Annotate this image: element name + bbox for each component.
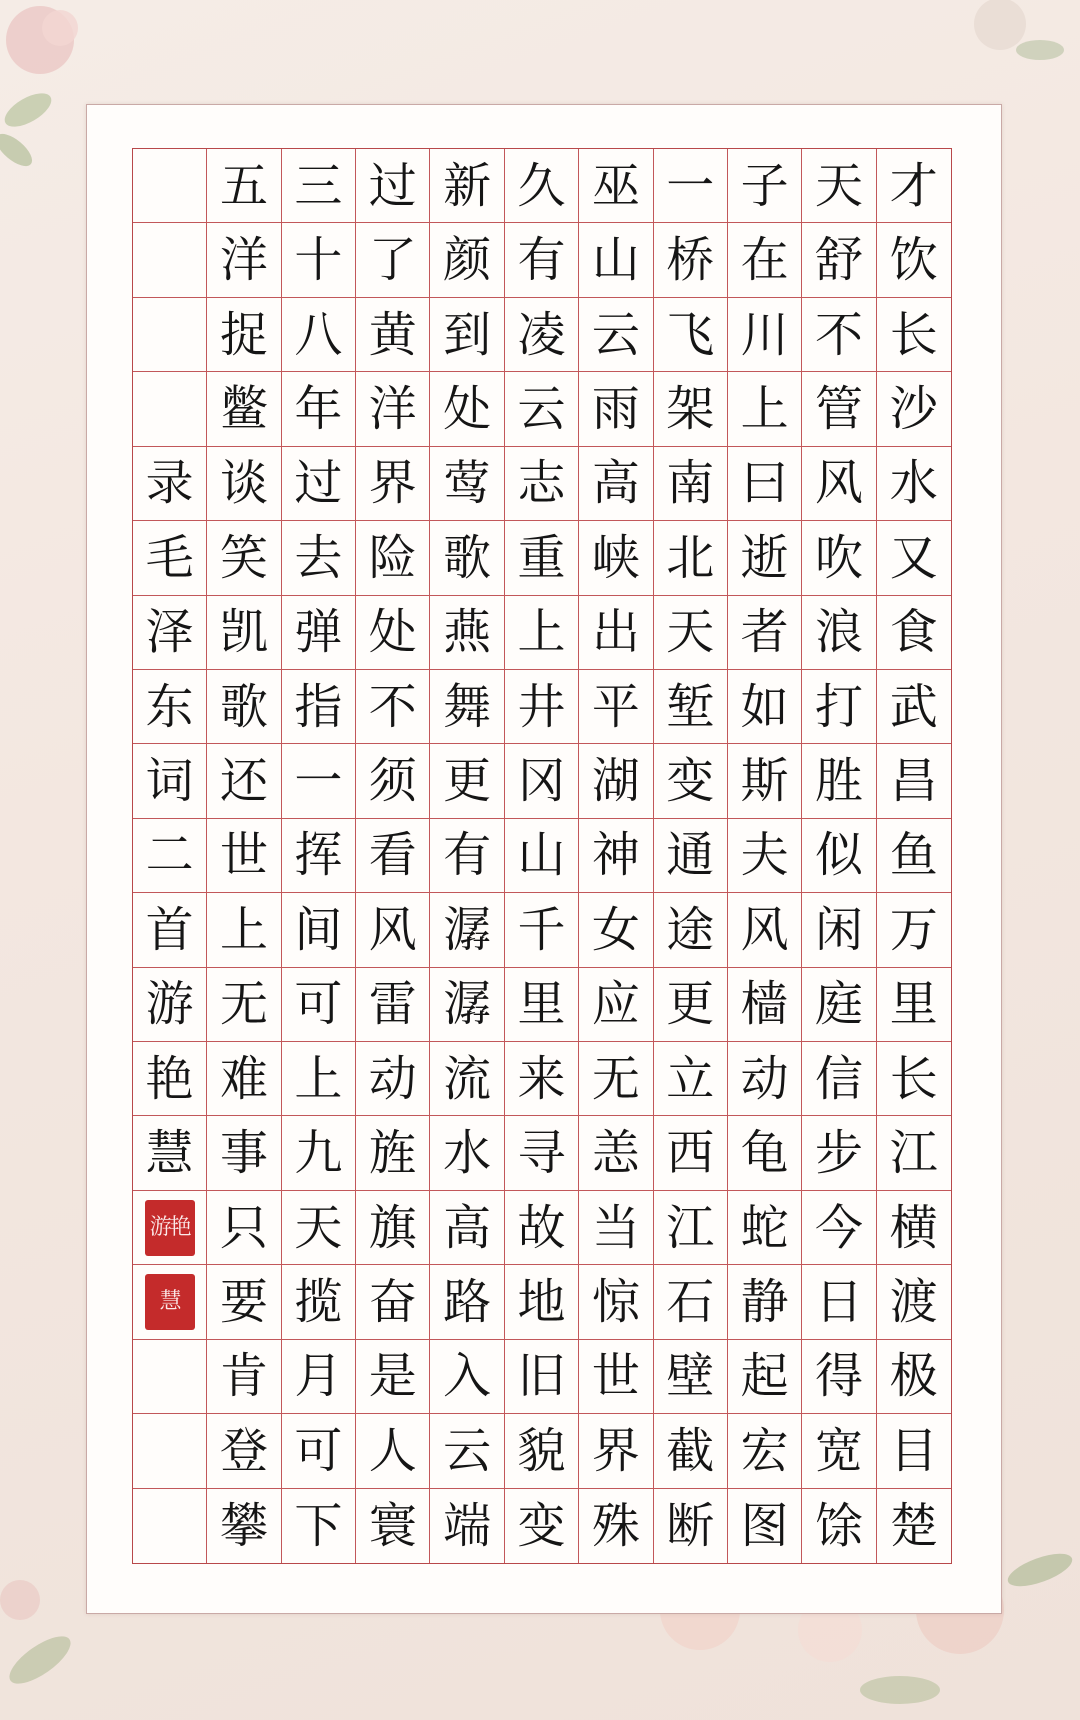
character-cell: 断 [654,1489,728,1563]
character-cell: 浪 [802,596,876,670]
character-cell: 歌 [430,521,504,595]
character-cell: 挥 [282,819,356,893]
character-cell: 上 [282,1042,356,1116]
character-cell: 渡 [877,1265,951,1339]
character-cell: 图 [728,1489,802,1563]
character-cell: 世 [579,1340,653,1414]
character-cell: 石 [654,1265,728,1339]
character-cell: 久 [505,149,579,223]
character-cell: 惊 [579,1265,653,1339]
character-cell: 界 [356,447,430,521]
character-cell: 通 [654,819,728,893]
character-cell: 五 [207,149,281,223]
empty-cell [133,1489,207,1563]
character-cell: 殊 [579,1489,653,1563]
character-cell: 者 [728,596,802,670]
character-cell: 东 [133,670,207,744]
character-cell: 西 [654,1116,728,1190]
character-cell: 神 [579,819,653,893]
character-cell: 一 [282,744,356,818]
empty-cell [133,149,207,223]
character-cell: 蛇 [728,1191,802,1265]
character-cell: 可 [282,968,356,1042]
character-cell: 目 [877,1414,951,1488]
character-cell: 子 [728,149,802,223]
character-cell: 千 [505,893,579,967]
character-cell: 变 [505,1489,579,1563]
character-cell: 云 [505,372,579,446]
character-cell: 寰 [356,1489,430,1563]
character-cell: 寻 [505,1116,579,1190]
character-cell: 艳 [133,1042,207,1116]
character-cell: 闲 [802,893,876,967]
character-cell: 在 [728,223,802,297]
character-cell: 燕 [430,596,504,670]
character-cell: 动 [728,1042,802,1116]
character-cell: 北 [654,521,728,595]
character-cell: 楚 [889,1497,938,1554]
character-cell: 游 [133,968,207,1042]
character-cell: 壁 [654,1340,728,1414]
character-cell: 新 [430,149,504,223]
character-cell: 山 [505,819,579,893]
character-cell: 处 [430,372,504,446]
character-cell: 馀 [802,1489,876,1563]
character-cell: 管 [802,372,876,446]
character-cell: 旌 [356,1116,430,1190]
character-cell: 曰 [728,447,802,521]
character-cell: 界 [579,1414,653,1488]
flower-decoration-top-right [940,0,1080,90]
character-cell: 又 [877,521,951,595]
character-cell: 天 [282,1191,356,1265]
character-cell: 斯 [728,744,802,818]
character-cell: 路 [430,1265,504,1339]
character-cell: 弹 [282,596,356,670]
character-cell: 静 [728,1265,802,1339]
character-cell: 端 [430,1489,504,1563]
character-cell: 一 [654,149,728,223]
character-cell: 重 [505,521,579,595]
character-cell: 鳖 [207,372,281,446]
character-cell: 潺 [430,893,504,967]
character-cell: 地 [505,1265,579,1339]
character-cell: 泽 [133,596,207,670]
character-cell: 世 [207,819,281,893]
character-cell: 风 [356,893,430,967]
character-cell: 毛 [133,521,207,595]
character-cell: 旧 [505,1340,579,1414]
character-cell: 不 [802,298,876,372]
character-cell: 今 [802,1191,876,1265]
character-cell: 天 [802,149,876,223]
character-cell: 事 [207,1116,281,1190]
character-cell: 肯 [207,1340,281,1414]
character-cell: 飞 [654,298,728,372]
character-cell: 立 [654,1042,728,1116]
character-cell: 不 [356,670,430,744]
character-cell: 更 [430,744,504,818]
character-cell: 巫 [579,149,653,223]
character-cell: 雨 [579,372,653,446]
character-cell: 洋 [356,372,430,446]
character-cell: 江 [877,1116,951,1190]
character-cell: 凯 [207,596,281,670]
character-cell: 起 [728,1340,802,1414]
character-cell: 当 [579,1191,653,1265]
character-cell: 冈 [505,744,579,818]
character-cell: 龟 [728,1116,802,1190]
character-cell: 旗 [356,1191,430,1265]
character-cell: 还 [207,744,281,818]
character-cell: 攀 [207,1489,281,1563]
character-cell: 舒 [802,223,876,297]
character-cell: 间 [282,893,356,967]
character-cell: 雷 [356,968,430,1042]
character-cell: 二 [133,819,207,893]
character-cell: 平 [579,670,653,744]
seal-impression: 慧 [145,1274,195,1330]
character-cell: 沙 [877,372,951,446]
character-cell: 处 [356,596,430,670]
empty-cell [133,298,207,372]
character-cell: 年 [282,372,356,446]
character-cell: 无 [207,968,281,1042]
character-cell: 洋 [207,223,281,297]
character-cell: 九 [282,1116,356,1190]
empty-cell [133,372,207,446]
character-cell: 女 [579,893,653,967]
character-cell: 宏 [728,1414,802,1488]
character-cell: 人 [356,1414,430,1488]
character-cell: 风 [802,447,876,521]
character-cell: 三 [282,149,356,223]
character-cell: 看 [356,819,430,893]
character-cell: 慧 [133,1116,207,1190]
character-cell: 宽 [802,1414,876,1488]
character-cell: 风 [728,893,802,967]
character-cell: 逝 [728,521,802,595]
character-cell: 里 [505,968,579,1042]
character-cell: 是 [356,1340,430,1414]
character-cell: 到 [430,298,504,372]
character-cell: 谈 [207,447,281,521]
character-cell: 武 [877,670,951,744]
character-cell: 貌 [505,1414,579,1488]
character-cell: 过 [282,447,356,521]
character-cell: 极 [877,1340,951,1414]
seal-stamp-1 [133,1191,207,1265]
empty-cell [133,223,207,297]
character-cell: 八 [282,298,356,372]
character-cell: 难 [207,1042,281,1116]
empty-cell [133,1414,207,1488]
character-cell: 万 [877,893,951,967]
seal-stamp-2 [133,1265,207,1339]
character-cell: 得 [802,1340,876,1414]
character-cell: 去 [282,521,356,595]
character-cell: 了 [356,223,430,297]
character-cell: 江 [654,1191,728,1265]
character-cell: 打 [802,670,876,744]
character-cell: 云 [579,298,653,372]
character-cell: 只 [207,1191,281,1265]
character-cell: 川 [728,298,802,372]
character-cell: 无 [579,1042,653,1116]
seal-impression: 游艳 [145,1200,195,1256]
character-cell: 流 [430,1042,504,1116]
character-cell: 堑 [654,670,728,744]
character-cell: 志 [505,447,579,521]
character-cell: 如 [728,670,802,744]
character-cell: 出 [579,596,653,670]
character-cell: 须 [356,744,430,818]
character-cell: 架 [654,372,728,446]
empty-cell [133,1340,207,1414]
character-cell: 指 [282,670,356,744]
character-cell: 上 [728,372,802,446]
character-cell: 更 [654,968,728,1042]
character-cell: 里 [877,968,951,1042]
character-cell: 凌 [505,298,579,372]
character-cell: 要 [207,1265,281,1339]
character-cell: 吹 [802,521,876,595]
character-cell: 天 [654,596,728,670]
character-cell: 歌 [207,670,281,744]
character-cell: 饮 [877,223,951,297]
character-cell: 步 [802,1116,876,1190]
character-cell: 奋 [356,1265,430,1339]
character-cell: 长 [877,298,951,372]
character-cell: 横 [877,1191,951,1265]
character-cell: 胜 [802,744,876,818]
character-cell: 夫 [728,819,802,893]
character-cell: 黄 [356,298,430,372]
character-cell: 截 [654,1414,728,1488]
character-cell: 樯 [728,968,802,1042]
character-cell: 录 [133,447,207,521]
character-cell: 笑 [207,521,281,595]
character-cell: 动 [356,1042,430,1116]
character-cell: 捉 [207,298,281,372]
character-cell: 登 [207,1414,281,1488]
character-cell: 来 [505,1042,579,1116]
character-cell: 应 [579,968,653,1042]
character-cell: 食 [877,596,951,670]
character-cell: 水 [430,1116,504,1190]
character-cell: 有 [505,223,579,297]
character-cell: 词 [133,744,207,818]
character-cell: 变 [654,744,728,818]
character-cell: 揽 [282,1265,356,1339]
character-cell: 莺 [430,447,504,521]
character-cell: 庭 [802,968,876,1042]
character-cell: 恙 [579,1116,653,1190]
character-cell: 舞 [430,670,504,744]
character-cell: 十 [282,223,356,297]
character-cell: 日 [802,1265,876,1339]
character-cell: 月 [282,1340,356,1414]
character-cell: 高 [430,1191,504,1265]
character-cell: 故 [505,1191,579,1265]
character-cell: 湖 [579,744,653,818]
character-cell: 首 [133,893,207,967]
character-cell: 潺 [430,968,504,1042]
character-cell: 入 [430,1340,504,1414]
character-cell: 上 [207,893,281,967]
character-cell: 上 [505,596,579,670]
character-cell: 险 [356,521,430,595]
character-cell: 高 [579,447,653,521]
character-cell: 可 [282,1414,356,1488]
character-cell: 长 [877,1042,951,1116]
character-cell: 下 [282,1489,356,1563]
character-cell: 井 [505,670,579,744]
character-cell: 途 [654,893,728,967]
character-cell: 南 [654,447,728,521]
character-cell: 桥 [654,223,728,297]
character-cell: 才 [877,149,951,223]
character-cell: 信 [802,1042,876,1116]
character-cell: 水 [877,447,951,521]
character-cell: 似 [802,819,876,893]
character-cell: 颜 [430,223,504,297]
character-cell: 昌 [877,744,951,818]
character-grid [132,148,952,1564]
character-cell: 有 [430,819,504,893]
character-cell: 云 [430,1414,504,1488]
character-cell: 过 [356,149,430,223]
character-cell: 峡 [579,521,653,595]
character-cell: 山 [579,223,653,297]
character-cell: 鱼 [877,819,951,893]
